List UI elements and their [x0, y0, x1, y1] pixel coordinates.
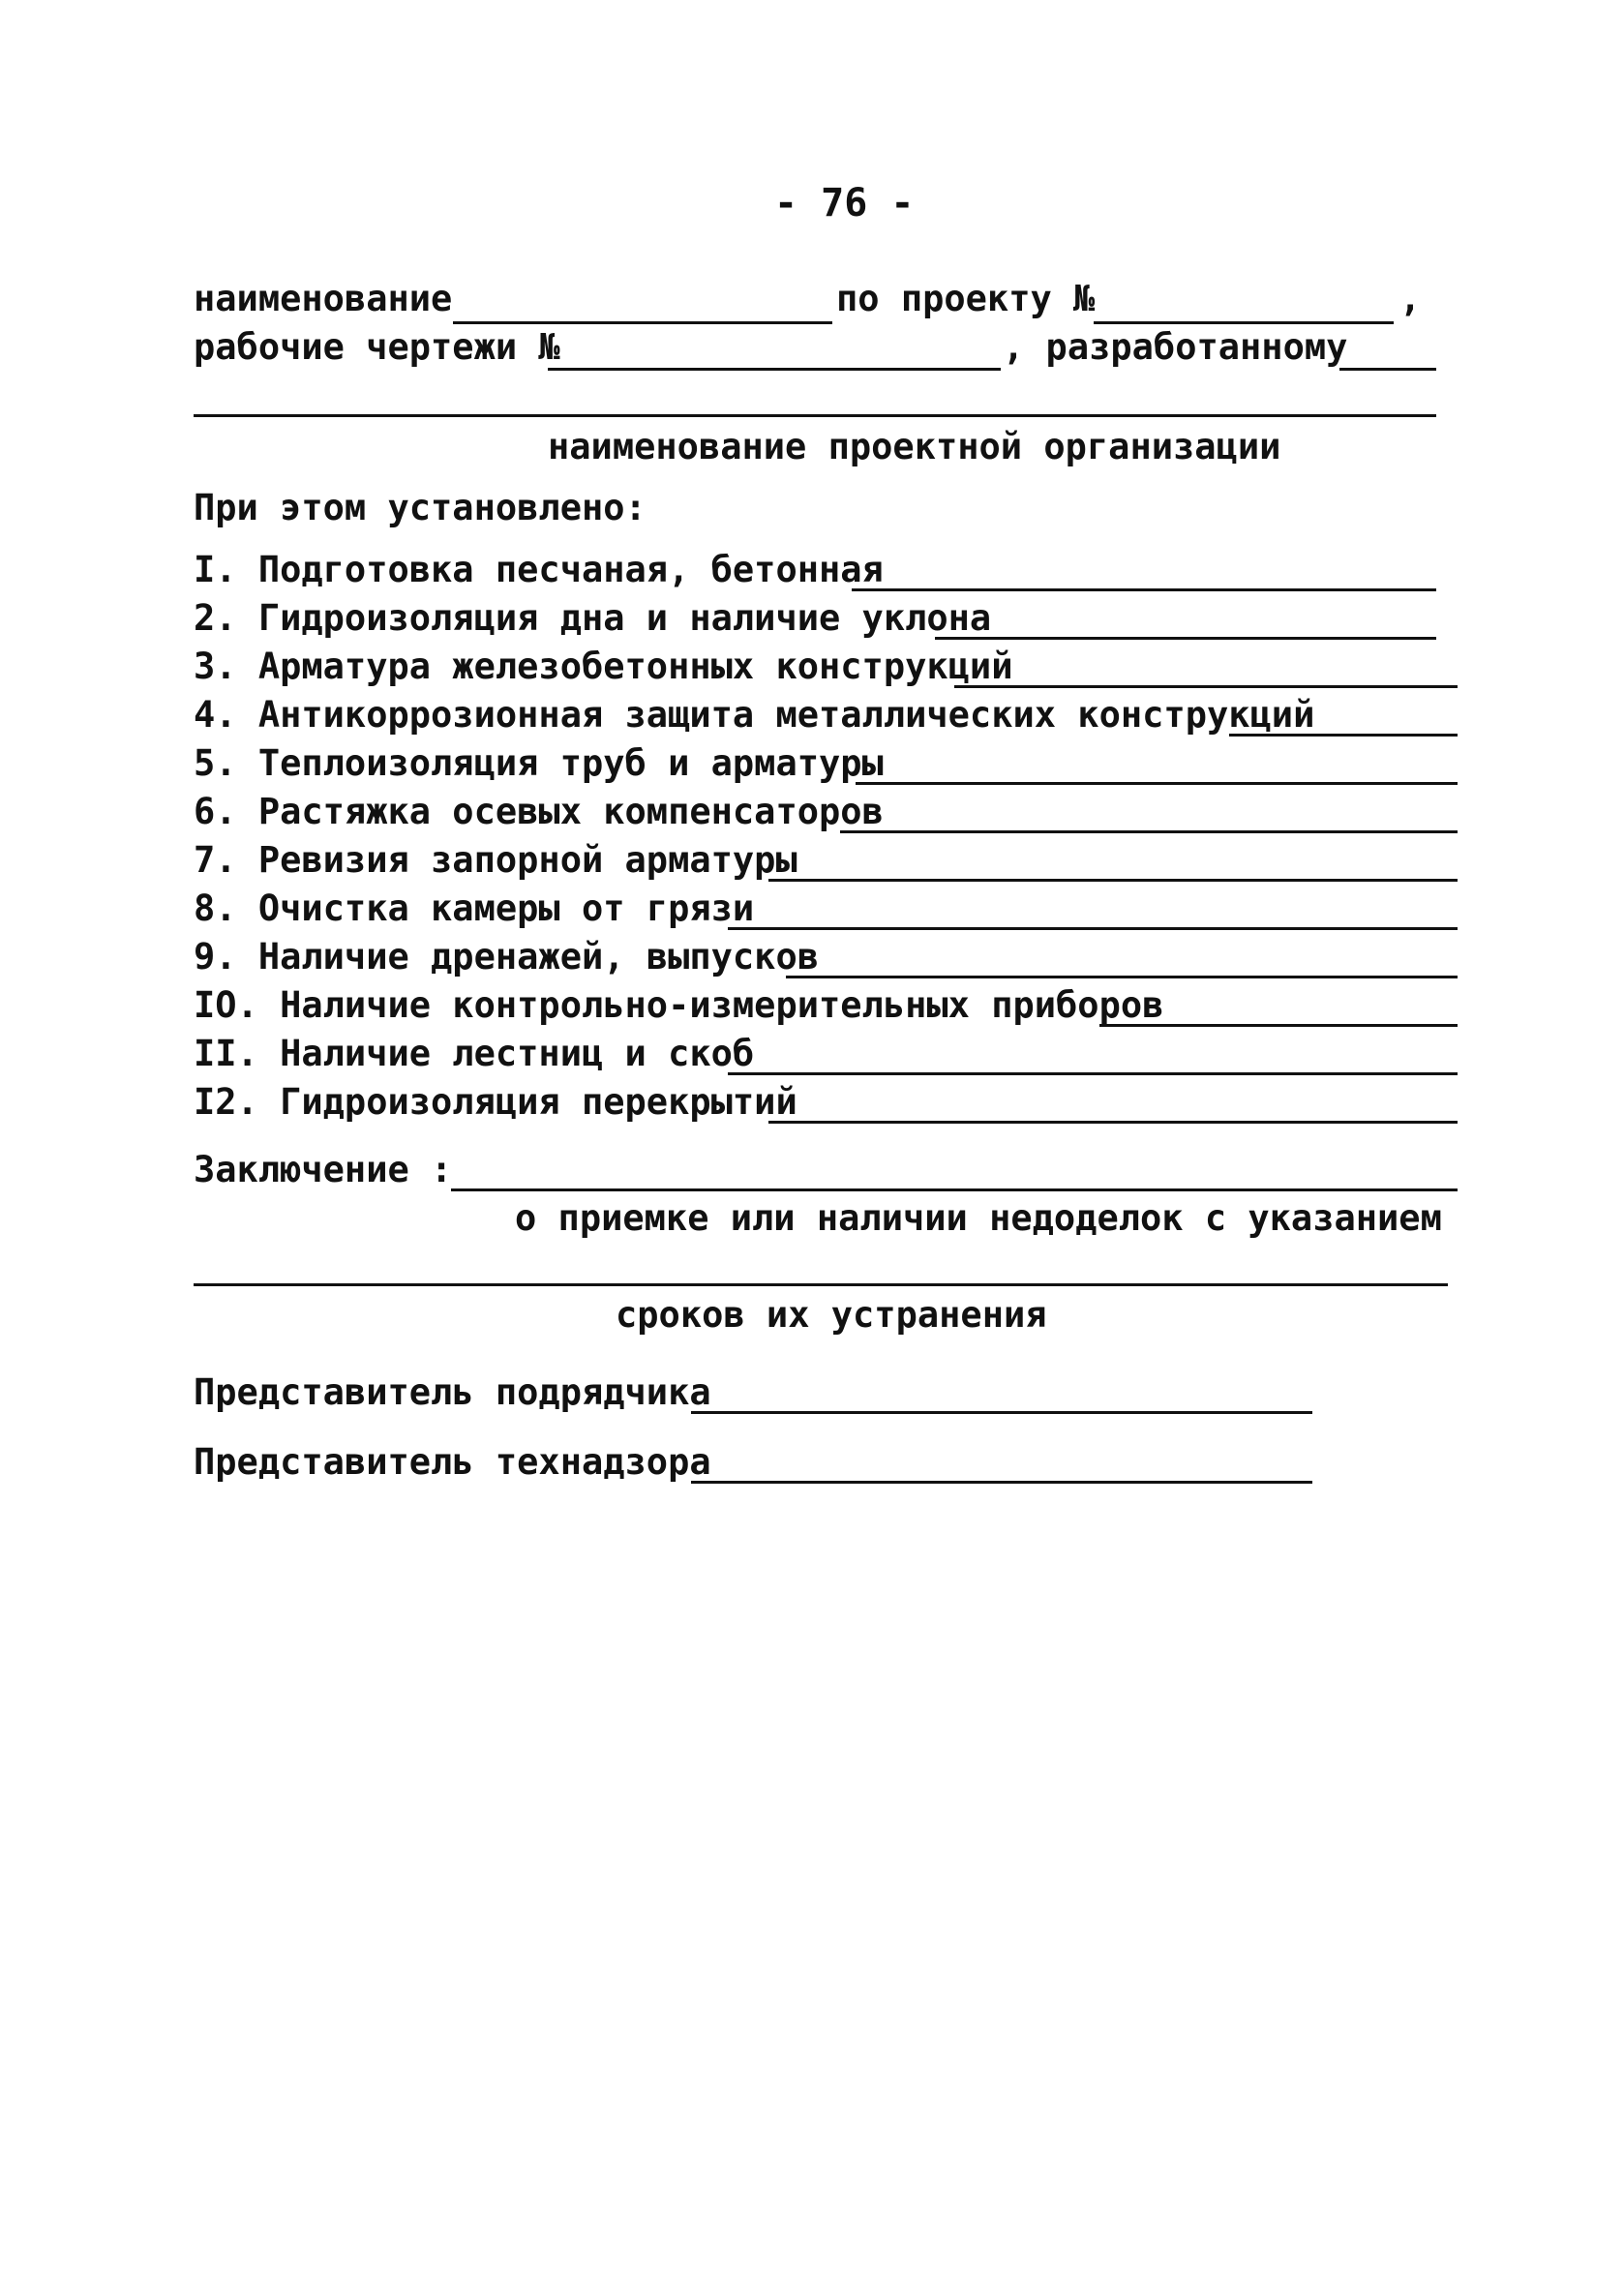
- name-field[interactable]: [453, 321, 832, 324]
- list-item: 2. Гидроизоляция дна и наличие уклона: [194, 597, 992, 639]
- drawings-number-field[interactable]: [548, 368, 1001, 371]
- list-item: II. Наличие лестниц и скоб: [194, 1033, 755, 1074]
- list-item: 5. Теплоизоляция труб и арматуры: [194, 742, 884, 784]
- developed-field[interactable]: [1339, 368, 1436, 371]
- list-item: I. Подготовка песчаная, бетонная: [194, 549, 884, 590]
- list-item: 3. Арматура железобетонных конструкций: [194, 646, 1013, 687]
- list-item: IO. Наличие контрольно-измерительных приборов: [194, 984, 1164, 1026]
- item-field[interactable]: [840, 830, 1458, 833]
- item-field[interactable]: [728, 927, 1458, 930]
- comma: ,: [1399, 278, 1422, 319]
- established-label: При этом установлено:: [194, 487, 647, 528]
- project-number-field[interactable]: [1094, 321, 1394, 324]
- project-label: по проекту №: [836, 278, 1096, 319]
- item-field[interactable]: [768, 879, 1458, 882]
- item-field[interactable]: [1229, 734, 1458, 737]
- conclusion-caption-2: сроков их устранения: [616, 1294, 1047, 1336]
- contractor-label: Представитель подрядчика: [194, 1371, 711, 1413]
- item-field[interactable]: [1099, 1024, 1458, 1027]
- item-field[interactable]: [856, 782, 1458, 785]
- item-field[interactable]: [728, 1072, 1458, 1075]
- list-item: 6. Растяжка осевых компенсаторов: [194, 791, 884, 832]
- supervision-label: Представитель технадзора: [194, 1441, 711, 1483]
- item-field[interactable]: [852, 588, 1436, 591]
- developed-label: , разработанному: [1003, 326, 1348, 368]
- drawings-label: рабочие чертежи №: [194, 326, 560, 368]
- list-item: 9. Наличие дренажей, выпусков: [194, 936, 820, 978]
- organization-caption: наименование проектной организации: [548, 426, 1281, 467]
- conclusion-field-2[interactable]: [194, 1283, 1448, 1286]
- conclusion-label: Заключение :: [194, 1149, 453, 1190]
- list-item: 4. Антикоррозионная защита металлических конструкций: [194, 694, 1315, 736]
- item-field[interactable]: [768, 1121, 1458, 1124]
- name-label: наименование: [194, 278, 453, 319]
- list-item: 8. Очистка камеры от грязи: [194, 887, 755, 929]
- list-item: I2. Гидроизоляция перекрытий: [194, 1081, 797, 1123]
- item-field[interactable]: [786, 976, 1458, 978]
- conclusion-field[interactable]: [451, 1188, 1458, 1191]
- conclusion-caption-1: о приемке или наличии недоделок с указанием: [515, 1197, 1442, 1239]
- organization-field[interactable]: [194, 414, 1436, 417]
- list-item: 7. Ревизия запорной арматуры: [194, 839, 797, 881]
- supervision-signature-field[interactable]: [691, 1481, 1312, 1484]
- contractor-signature-field[interactable]: [691, 1411, 1312, 1414]
- page-number: - 76 -: [774, 181, 915, 226]
- item-field[interactable]: [935, 637, 1436, 640]
- item-field[interactable]: [954, 685, 1458, 688]
